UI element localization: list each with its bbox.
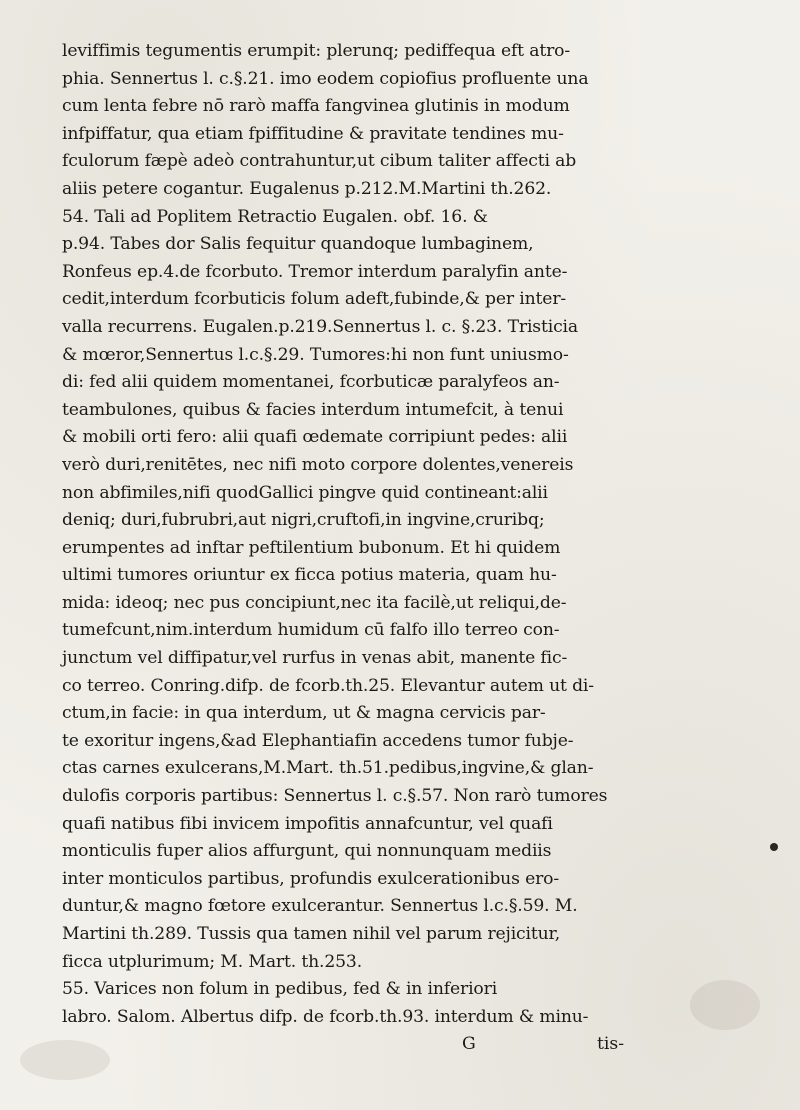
text-line: & mœror,Sennertus l.c.§.29. Tumores:hi non funt uniusmo- (62, 344, 569, 365)
text-line: erumpentes ad inftar peftilentium bubonum. Et hi quidem (62, 537, 561, 558)
text-line: tumefcunt,nim.interdum humidum cū falfo illo terreo con- (62, 620, 560, 641)
text-line: cedit,interdum fcorbuticis folum adeft,fubinde,& per inter- (62, 289, 567, 310)
text-line: labro. Salom. Albertus difp. de fcorb.th.93. interdum & minu- (62, 1006, 589, 1027)
text-line: dulofis corporis partibus: Sennertus l. c.§.57. Non rarò tumores (62, 786, 608, 807)
text-line: monticulis fuper alios affurgunt, qui nonnunquam mediis (62, 841, 552, 862)
text-line: teambulones, quibus & facies interdum intumefcit, à tenui (62, 399, 564, 420)
text-line: ultimi tumores oriuntur ex ficca potius materia, quam hu- (62, 565, 557, 586)
text-line: ctas carnes exulcerans,M.Mart. th.51.pedibus,ingvine,& glan- (62, 758, 594, 779)
text-line: co terreo. Conring.difp. de fcorb.th.25. Elevantur autem ut di- (62, 675, 594, 696)
text-line: non abfimiles,nifi quodGallici pingve quid contineant:alii (62, 482, 548, 503)
signature-mark: G (462, 1034, 476, 1055)
text-line: ctum,in facie: in qua interdum, ut & magna cervicis par- (62, 703, 546, 724)
ink-blot (770, 843, 778, 851)
text-line: 54. Tali ad Poplitem Retractio Eugalen. obf. 16. & (62, 206, 488, 227)
catchword: tis- (597, 1034, 625, 1055)
text-line: phia. Sennertus l. c.§.21. imo eodem copiofius profluente una (62, 68, 589, 89)
text-line: verò duri,renitētes, nec nifi moto corpore dolentes,venereis (62, 454, 574, 475)
paper-stain (690, 980, 760, 1030)
text-line: 55. Varices non folum in pedibus, fed & in inferiori (62, 979, 498, 1000)
text-line: p.94. Tabes dor Salis fequitur quandoque lumbaginem, (62, 234, 534, 255)
text-line: quafi natibus fibi invicem impofitis annafcuntur, vel quafi (62, 813, 553, 834)
footer-line (62, 1031, 692, 1059)
text-line: Ronfeus ep.4.de fcorbuto. Tremor interdum paralyfin ante- (62, 261, 568, 282)
text-line: infpiffatur, qua etiam fpiffitudine & pravitate tendines mu- (62, 123, 564, 144)
text-line: duntur,& magno fœtore exulcerantur. Sennertus l.c.§.59. M. (62, 896, 578, 917)
text-line: aliis petere cogantur. Eugalenus p.212.M.Martini th.262. (62, 178, 552, 199)
text-line: di: fed alii quidem momentanei, fcorbuticæ paralyfeos an- (62, 372, 560, 393)
text-line: fculorum fæpè adeò contrahuntur,ut cibum taliter affecti ab (62, 151, 577, 172)
body-text (62, 38, 692, 1059)
text-line: deniq; duri,fubrubri,aut nigri,cruftofi,in ingvine,cruribq; (62, 510, 545, 531)
text-line: junctum vel diffipatur,vel rurfus in venas abit, manente fic- (62, 648, 568, 669)
text-line: te exoritur ingens,&ad Elephantiafin accedens tumor fubje- (62, 730, 574, 751)
text-line: Martini th.289. Tussis qua tamen nihil vel parum rejicitur, (62, 924, 561, 944)
text-line: leviffimis tegumentis erumpit: plerunq; pediffequa eft atro- (62, 41, 571, 61)
text-line: inter monticulos partibus, profundis exulcerationibus ero- (62, 868, 560, 889)
text-line: mida: ideoq; nec pus concipiunt,nec ita facilè,ut reliqui,de- (62, 592, 567, 613)
text-line: cum lenta febre nō rarò maffa fangvinea glutinis in modum (62, 96, 570, 117)
text-line: valla recurrens. Eugalen.p.219.Sennertus l. c. §.23. Tristicia (62, 316, 579, 337)
text-line: & mobili orti fero: alii quafi œdemate corripiunt pedes: alii (62, 427, 568, 448)
text-line: ficca utplurimum; M. Mart. th.253. (62, 951, 363, 972)
